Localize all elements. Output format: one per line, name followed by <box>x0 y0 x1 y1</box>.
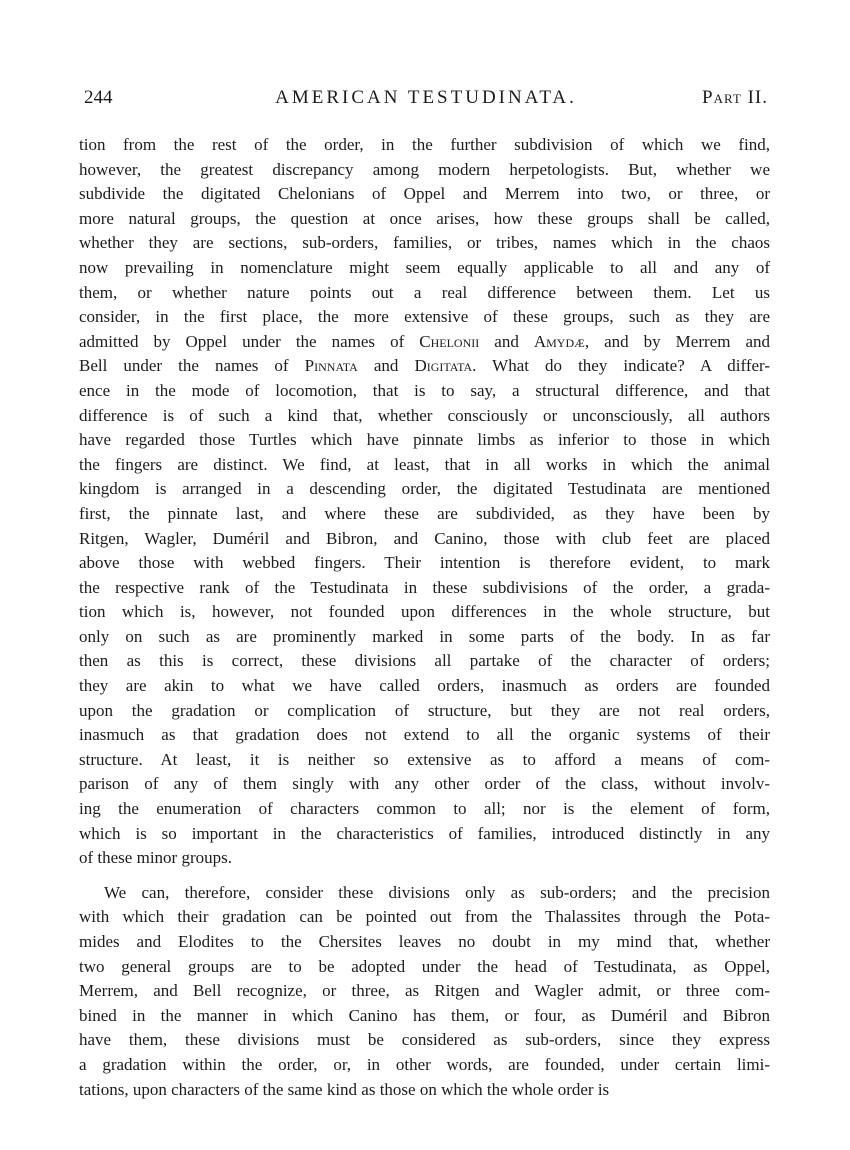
text-line: more natural groups, the question at once arises, how these groups shall be called, <box>79 208 770 228</box>
small-caps-term: Chelonii <box>419 331 480 351</box>
paragraph <box>79 881 770 1102</box>
text-line: parison of any of them singly with any other order of the class, without involv- <box>79 774 770 794</box>
text-line: a gradation within the order, or, in other words, are founded, under certain limi- <box>79 1054 770 1074</box>
text-line: with which their gradation can be pointed out from the Thalassites through the Pota- <box>79 907 770 927</box>
text-line: ing the enumeration of characters common to all; nor is the element of form, <box>79 799 770 819</box>
text-line: We can, therefore, consider these divisions only as sub-orders; and the precision <box>104 882 770 902</box>
text-line: above those with webbed fingers. Their intention is therefore evident, to mark <box>79 553 770 573</box>
text-line: Ritgen, Wagler, Duméril and Bibron, and Canino, those with club feet are placed <box>79 528 770 548</box>
paragraph-gap <box>79 871 770 881</box>
text-line: subdivide the digitated Chelonians of Oppel and Merrem into two, or three, or <box>79 184 770 204</box>
text-line: difference is of such a kind that, whether consciously or unconsciously, all authors <box>79 405 770 425</box>
text-line: whether they are sections, sub-orders, families, or tribes, names which in the chaos <box>79 233 770 253</box>
text-line: upon the gradation or complication of structure, but they are not real orders, <box>79 700 770 720</box>
text-line: admitted by Oppel under the names of Chelonii and Amydæ, and by Merrem and <box>79 331 770 351</box>
text-line: inasmuch as that gradation does not extend to all the organic systems of their <box>79 725 770 745</box>
text-line: Merrem, and Bell recognize, or three, as Ritgen and Wagler admit, or three com- <box>79 981 770 1001</box>
text-line: Bell under the names of Pinnata and Digitata. What do they indicate? A differ- <box>79 356 771 376</box>
text-line: however, the greatest discrepancy among modern herpetologists. But, whether we <box>79 159 770 179</box>
text-line: two general groups are to be adopted under the head of Testudinata, as Oppel, <box>79 956 770 976</box>
text-line: have them, these divisions must be considered as sub-orders, since they express <box>79 1030 770 1050</box>
text-line: they are akin to what we have called orders, inasmuch as orders are founded <box>79 676 770 696</box>
text-line: of these minor groups. <box>79 848 232 868</box>
text-line: tion from the rest of the order, in the further subdivision of which we find, <box>79 135 770 154</box>
small-caps-term: Digitata <box>414 356 473 376</box>
text-line: kingdom is arranged in a descending order, the digitated Testudinata are mentioned <box>79 479 770 499</box>
text-line: tion which is, however, not founded upon differences in the whole structure, but <box>79 602 770 622</box>
text-line: tations, upon characters of the same kind as those on which the whole order is <box>79 1079 610 1099</box>
text-line: consider, in the first place, the more extensive of these groups, such as they are <box>79 307 770 327</box>
text-line: have regarded those Turtles which have pinnate limbs as inferior to those in which <box>79 430 770 450</box>
small-caps-term: Amydæ <box>533 331 585 351</box>
text-line: them, or whether nature points out a real difference between them. Let us <box>79 282 770 302</box>
paragraph <box>79 133 770 871</box>
small-caps-term: Pinnata <box>304 356 358 376</box>
text-line: mides and Elodites to the Chersites leaves no doubt in my mind that, whether <box>79 932 770 951</box>
page-number: 244 <box>84 87 113 108</box>
text-line: the fingers are distinct. We find, at least, that in all works in which the animal <box>79 454 770 474</box>
part-label: Part II. <box>702 87 768 108</box>
text-line: first, the pinnate last, and where these are subdivided, as they have been by <box>79 503 770 523</box>
text-line: ence in the mode of locomotion, that is to say, a structural difference, and that <box>79 380 770 400</box>
running-title: AMERICAN TESTUDINATA. <box>275 87 577 108</box>
text-line: bined in the manner in which Canino has them, or four, as Duméril and Bibron <box>79 1005 770 1025</box>
text-line: which is so important in the characteristics of families, introduced distinctly in any <box>79 823 770 843</box>
text-line: then as this is correct, these divisions all partake of the character of orders; <box>79 651 770 671</box>
text-line: now prevailing in nomenclature might seem equally applicable to all and any of <box>79 257 770 277</box>
text-line: structure. At least, it is neither so extensive as to afford a means of com- <box>79 749 770 769</box>
body-text <box>79 133 770 1102</box>
text-line: only on such as are prominently marked in some parts of the body. In as far <box>79 626 770 646</box>
running-header <box>84 86 768 110</box>
text-line: the respective rank of the Testudinata in these subdivisions of the order, a grada- <box>79 577 770 597</box>
